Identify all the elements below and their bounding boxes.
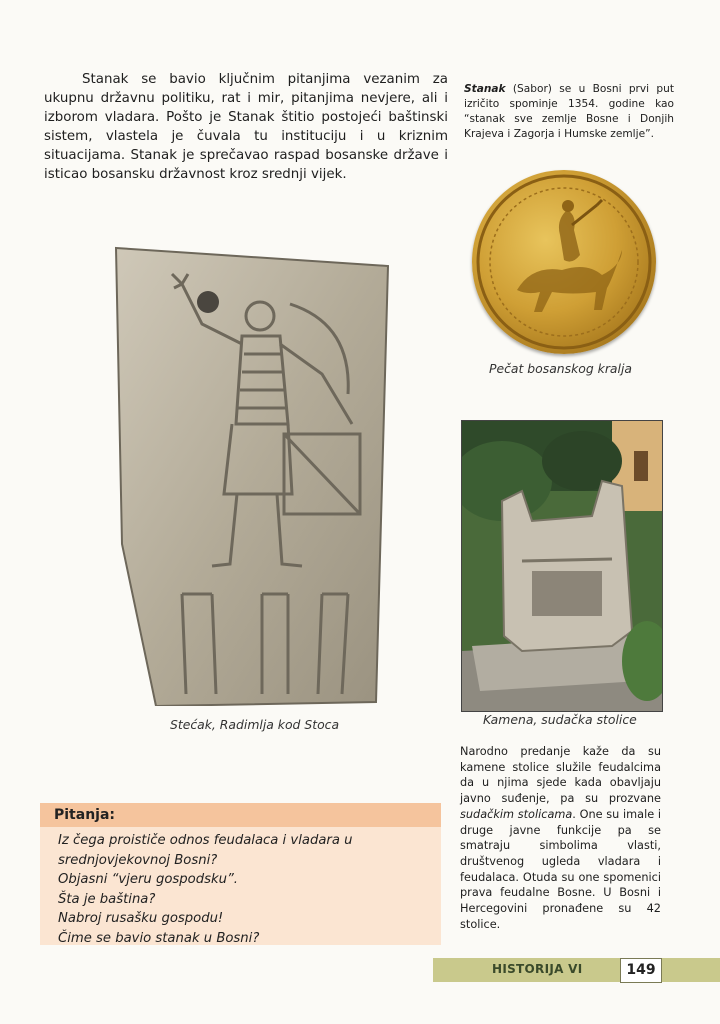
question-item: Objasni “vjeru gospodsku”.	[58, 872, 238, 887]
question-item: srednjovjekovnoj Bosni?	[58, 852, 218, 868]
tradition-text-2: . One su imale i druge javne funkcije pa se smatraju simbolima vlasti, društvenog ugleda vladara i feudalaca. Otuda su one spomenici prava feudalne Bosne. U Bosni i Hercegovini pronađene su 42 stolice.	[460, 807, 661, 931]
royal-seal-image	[472, 170, 656, 354]
stecak-image	[112, 244, 392, 706]
question-item: Šta je baština?	[58, 891, 156, 907]
tradition-paragraph	[460, 744, 661, 932]
question-item: Čime se bavio stanak u Bosni?	[58, 930, 260, 946]
stecak-caption: Stećak, Radimlja kod Stoca	[170, 717, 340, 732]
footer-book-title: HISTORIJA VI	[492, 962, 583, 976]
main-paragraph-text: Stanak se bavio ključnim pitanjima vezanim za ukupnu državnu politiku, rat i mir, pitanjima nevjere, ali i izborom vladara. Pošto je Stanak štitio postojeći baštinski sistem, vlastela je čuvala tu instituciju i u kriznim situacijama. Stanak je sprečavao raspad bosanske države i isticao bosansku državnost kroz srednji vijek.	[44, 72, 448, 182]
page-number: 149	[620, 958, 662, 983]
side-note-term: Stanak	[464, 83, 506, 95]
main-paragraph	[44, 70, 448, 184]
side-note-text: (Sabor) se u Bosni prvi put izričito spominje 1354. godine kao “stanak sve zemlje Bosne i Donjih Krajeva i Zagorja i Humske zemlje”.	[464, 83, 674, 140]
questions-list	[40, 831, 441, 948]
stone-chair-image	[461, 420, 663, 712]
question-item: Nabroj rusašku gospodu!	[58, 911, 224, 926]
question-item: Iz čega proističe odnos feudalaca i vladara u	[58, 833, 353, 848]
side-note	[464, 82, 674, 142]
questions-heading: Pitanja:	[40, 803, 441, 827]
seal-caption: Pečat bosanskog kralja	[489, 361, 633, 376]
tradition-italic-term: sudačkim stolicama	[460, 807, 573, 821]
questions-box	[40, 803, 441, 945]
stone-chair-caption: Kamena, sudačka stolice	[483, 712, 637, 727]
tradition-text-1: Narodno predanje kaže da su kamene stolice služile feudalcima da u njima sjede kada obavljaju javno suđenje, pa su prozvane	[460, 745, 661, 806]
